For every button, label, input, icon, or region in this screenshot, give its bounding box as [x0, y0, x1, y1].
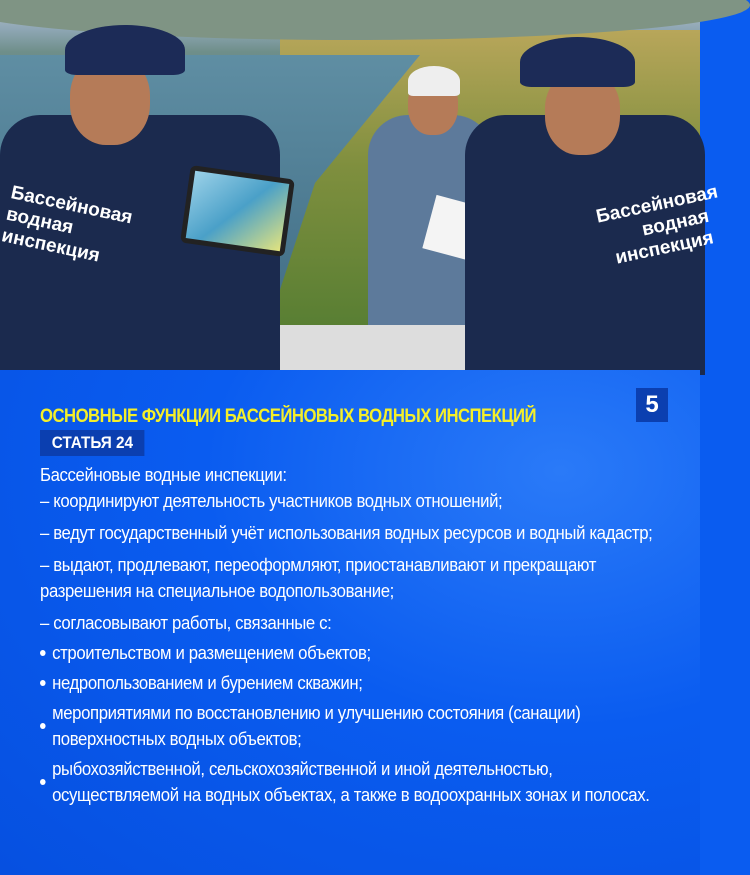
intro-text: Бассейновые водные инспекции: [40, 465, 287, 485]
bullet-text: недропользованием и бурением скважин; [52, 673, 363, 693]
page-title: ОСНОВНЫЕ ФУНКЦИИ БАССЕЙНОВЫХ ВОДНЫХ ИНСПЕКЦИЙ [40, 406, 536, 427]
list-item: – согласовывают работы, связанные с: [40, 613, 332, 633]
cap [408, 66, 460, 96]
bullet-text: строительством и размещением объектов; [52, 643, 371, 663]
bullet-item [40, 756, 663, 808]
bullet-icon [40, 650, 46, 656]
bullet-item [40, 670, 663, 696]
list-item: – выдают, продлевают, переоформляют, приостанавливают и прекращают разрешения на специальное водопользование; [40, 555, 596, 601]
bullet-icon [40, 680, 46, 686]
bullet-text: мероприятиями по восстановлению и улучшению состояния (санации) поверхностных водных объектов; [52, 703, 581, 749]
bullet-icon [40, 779, 46, 785]
tablet [180, 165, 295, 257]
article-badge: СТАТЬЯ 24 [40, 430, 145, 456]
cap [65, 25, 185, 75]
list-item: – ведут государственный учёт использования водных ресурсов и водный кадастр; [40, 523, 653, 543]
bullet-item [40, 640, 663, 666]
vest-text-left: Бассейновая водная инспекция [0, 182, 135, 267]
vest-text-right: Бассейновая водная инспекция [594, 181, 720, 269]
slide-number: 5 [636, 388, 668, 422]
cap [520, 37, 635, 87]
header-photo [0, 0, 720, 370]
bullet-item [40, 700, 663, 752]
content-panel [0, 370, 700, 875]
list-item: – координируют деятельность участников водных отношений; [40, 491, 503, 511]
bullet-text: рыбохозяйственной, сельскохозяйственной и иной деятельностью, осуществляемой на водных объектах, а также в водоохранных зонах и полосах. [52, 759, 650, 805]
bullet-icon [40, 723, 46, 729]
